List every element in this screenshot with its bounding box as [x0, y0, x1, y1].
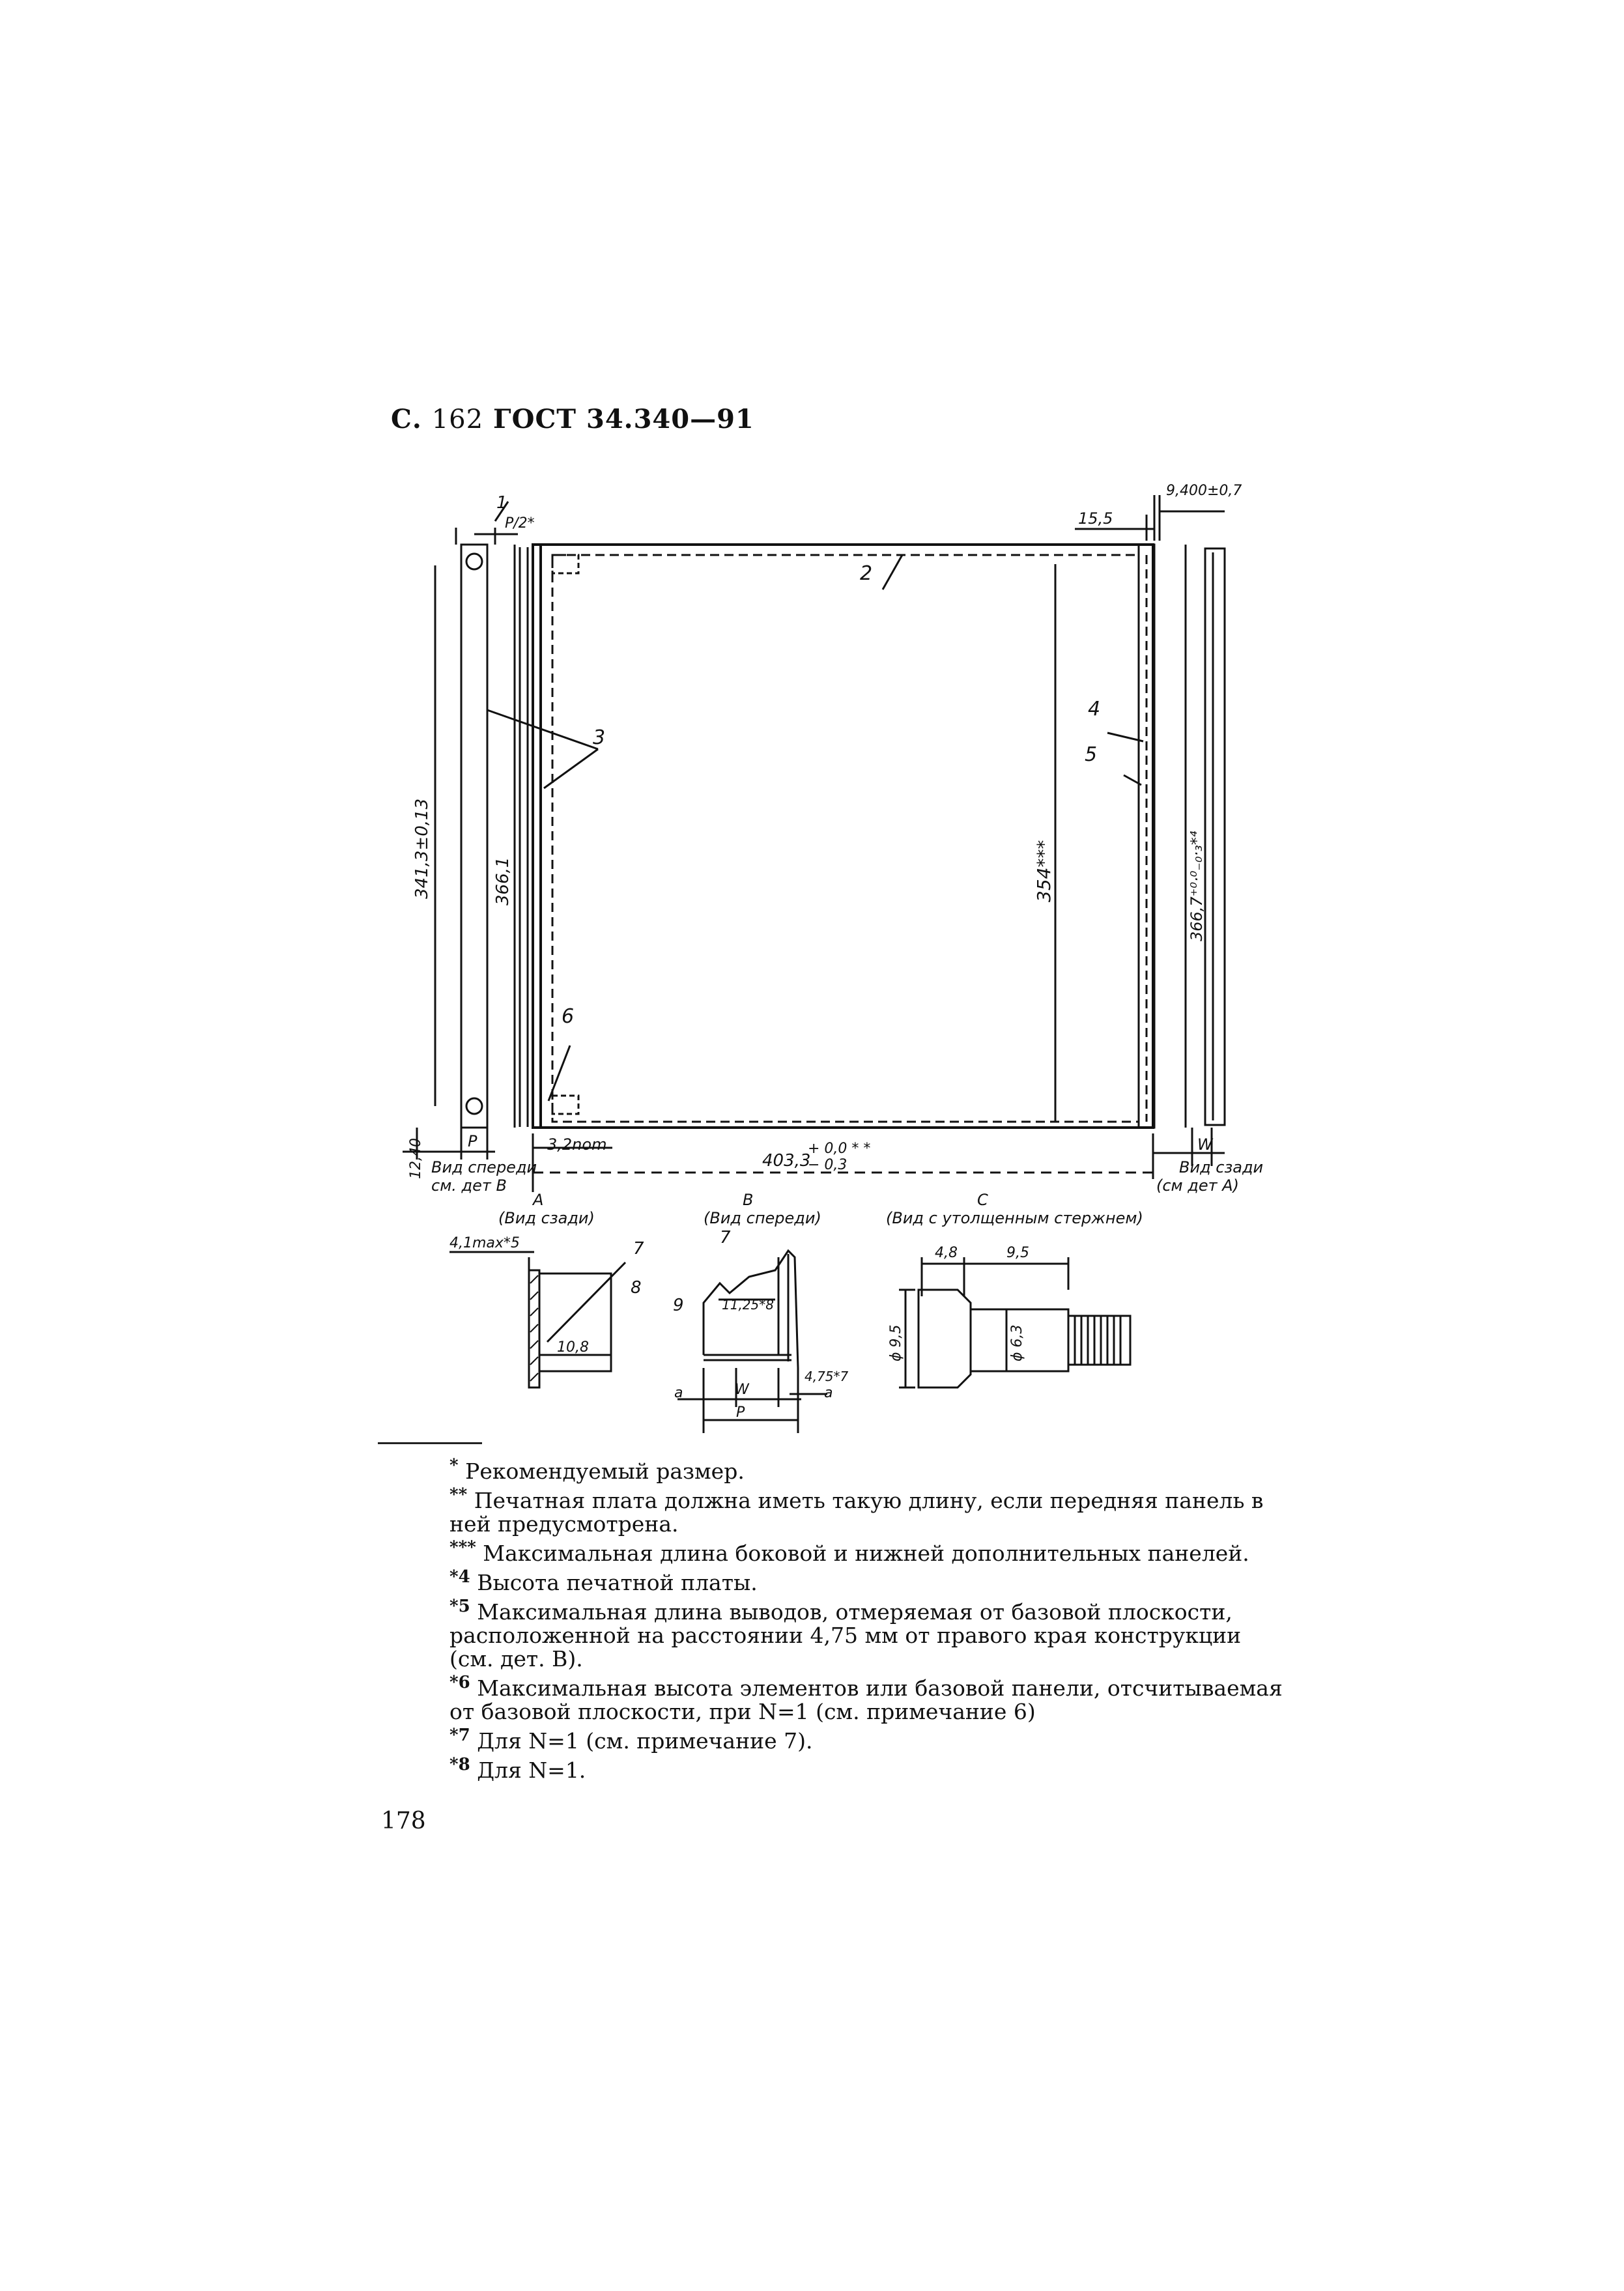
detail-b — [673, 1191, 849, 1433]
dim-108: 10,8 — [557, 1339, 589, 1356]
label-6: 6 — [562, 1005, 575, 1028]
footnote-2: ** Печатная плата должна иметь такую длину, если передняя панель в ней предусмотрена. — [449, 1485, 1264, 1537]
dim-dia95: ϕ 9,5 — [888, 1324, 904, 1361]
detail-b-letter: B — [743, 1191, 754, 1209]
detail-b-label-7: 7 — [720, 1228, 731, 1247]
dim-1240: 12,40 — [408, 1138, 424, 1179]
dim-9400: 9,400±0,7 — [1166, 483, 1242, 499]
dim-4033: 403,3 — [762, 1151, 811, 1171]
dim-32: 3,2nom — [547, 1135, 607, 1154]
detail-a-caption: (Вид сзади) — [498, 1209, 595, 1227]
dim-dia63: ϕ 6,3 — [1009, 1324, 1025, 1361]
detail-b-a1: a — [674, 1385, 683, 1401]
detail-b-caption: (Вид спереди) — [704, 1209, 821, 1227]
dim-4033-tol-dn: − 0,3 — [808, 1157, 848, 1173]
footnote-8: $^{*8}$ Для N=1. — [449, 1755, 586, 1783]
detail-a — [449, 1191, 644, 1387]
dim-3413: 341,3±0,13 — [412, 798, 432, 899]
footnote-1: * Рекомендуемый размер. — [449, 1456, 745, 1484]
rail-hole-top — [466, 554, 482, 569]
label-front-ref: см. дет B — [431, 1176, 507, 1195]
detail-a-label-7: 7 — [633, 1239, 644, 1259]
header-page: 162 — [431, 405, 484, 434]
footnote-rule — [378, 1442, 482, 1444]
detail-b-p: P — [736, 1404, 745, 1421]
dim-4033-tol-up: + 0,0 * * — [808, 1141, 871, 1157]
label-w-right: W — [1197, 1135, 1213, 1154]
label-5: 5 — [1085, 743, 1098, 766]
connector-bottom — [552, 1096, 578, 1114]
dim-155: 15,5 — [1078, 509, 1113, 528]
label-rear-view: Вид сзади — [1179, 1158, 1264, 1176]
footnotes — [417, 1454, 1283, 1782]
dim-41max: 4,1max*5 — [449, 1235, 520, 1251]
footnote-4: $^{*4}$ Высота печатной платы. — [449, 1567, 758, 1595]
label-3: 3 — [593, 726, 606, 749]
detail-b-w: W — [735, 1382, 749, 1398]
page-number: 178 — [381, 1808, 426, 1834]
label-1: 1 — [496, 493, 507, 513]
label-2: 2 — [860, 562, 873, 585]
label-4: 4 — [1088, 698, 1101, 720]
rail-hole-bottom — [466, 1098, 482, 1114]
detail-b-label-9: 9 — [673, 1296, 684, 1315]
label-p-half: P/2* — [505, 515, 535, 532]
connector-top — [552, 555, 578, 573]
detail-c — [886, 1191, 1143, 1387]
detail-a-label-8: 8 — [631, 1278, 642, 1298]
detail-c-letter: C — [977, 1191, 988, 1209]
label-p-left: P — [468, 1132, 477, 1150]
detail-a-letter: A — [533, 1191, 544, 1209]
dim-3667: 366,7⁺⁰·⁰₋₀·₃*⁴ — [1188, 831, 1206, 941]
dim-3661: 366,1 — [493, 857, 513, 905]
footnote-5: $^{*5}$ Максимальная длина выводов, отмеряемая от базовой плоскости, расположенной на расстоянии 4,75 мм от правого края конструкции (см. дет. B). — [449, 1597, 1242, 1672]
rear-bar — [1205, 548, 1225, 1125]
footnote-7: $^{*7}$ Для N=1 (см. примечание 7). — [449, 1726, 813, 1754]
label-rear-ref: (см дет A) — [1156, 1176, 1240, 1195]
dim-48: 4,8 — [935, 1245, 958, 1261]
dim-475: 4,75*7 — [805, 1369, 849, 1384]
detail-b-a2: a — [824, 1385, 833, 1401]
footnote-3: *** Максимальная длина боковой и нижней дополнительных панелей. — [449, 1538, 1249, 1566]
left-rail — [461, 545, 487, 1128]
header-standard: ГОСТ 34.340—91 — [493, 404, 754, 434]
dim-1125: 11,25*8 — [722, 1297, 774, 1313]
detail-c-caption: (Вид с утолщенным стержнем) — [886, 1209, 1143, 1227]
front-panel-outline — [552, 555, 1139, 1122]
label-front-view: Вид спереди — [431, 1158, 537, 1176]
dim-354: 354*** — [1033, 840, 1055, 902]
footnote-6: $^{*6}$ Максимальная высота элементов или базовой панели, отсчитываемая от базовой плоскости, при N=1 (см. примечание 6) — [449, 1673, 1283, 1724]
printed-board — [533, 545, 1153, 1128]
header-prefix: С. — [391, 404, 422, 434]
dim-95: 9,5 — [1006, 1245, 1029, 1261]
